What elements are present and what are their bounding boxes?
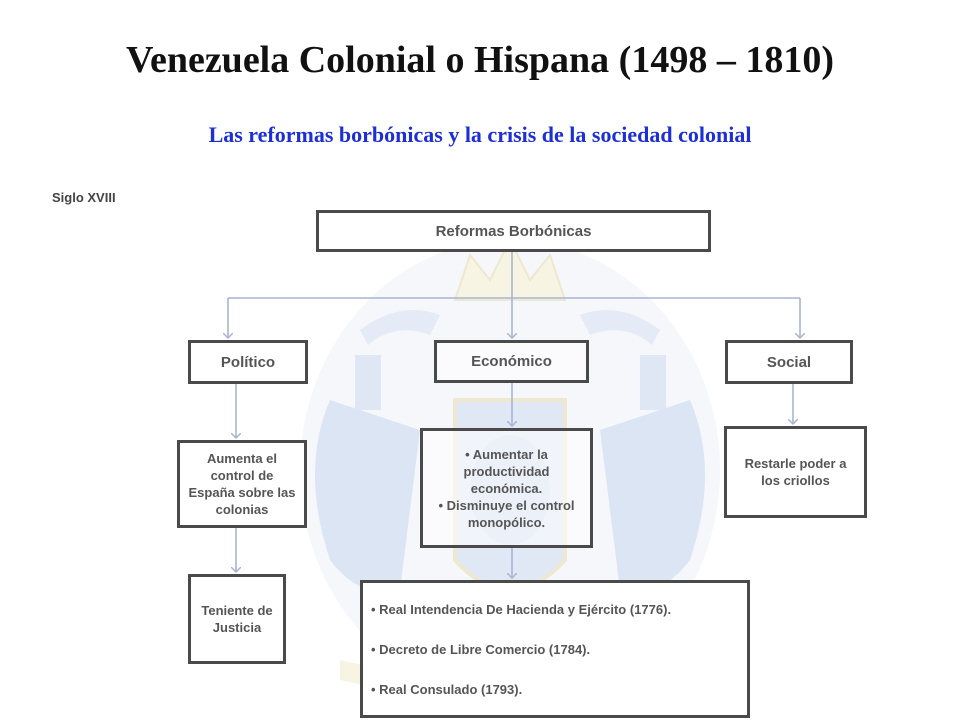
node-reformas-borbonicas [316,210,711,252]
node-social-label: Social [766,353,812,371]
economico-sub-list [371,583,671,715]
economico-detail-item: • Disminuye el control monopólico. [438,497,575,530]
economico-detail-item: • Aumentar la productividad económica. [463,446,550,496]
node-social-detail-text: Restarle poder a los criollos [744,456,847,488]
period-label: Siglo XVIII [52,190,116,205]
page-subtitle: Las reformas borbónicas y la crisis de la sociedad colonial [208,122,752,147]
economico-sub-item: • Decreto de Libre Comercio (1784). [371,641,591,657]
node-politico-detail-text: Aumenta el control de España sobre las colonias [188,451,296,517]
economico-sub-item: • Real Intendencia De Hacienda y Ejército (1776). [371,601,672,617]
economico-sub-item: • Real Consulado (1793). [371,681,523,697]
node-social [725,340,853,384]
node-politico [188,340,308,384]
node-economico-sub [360,580,750,718]
node-politico-sub [188,574,286,664]
node-economico-label: Económico [471,353,552,370]
node-reformas-borbonicas-label: Reformas Borbónicas [435,222,592,240]
page-title: Venezuela Colonial o Hispana (1498 – 1810) [126,39,834,81]
node-economico-detail [420,428,593,548]
node-politico-detail [177,440,307,528]
node-politico-sub-text: Teniente de Justicia [201,603,273,635]
node-economico [434,340,589,383]
node-politico-label: Político [220,353,276,371]
economico-detail-list [429,446,584,531]
node-social-detail [724,426,867,518]
